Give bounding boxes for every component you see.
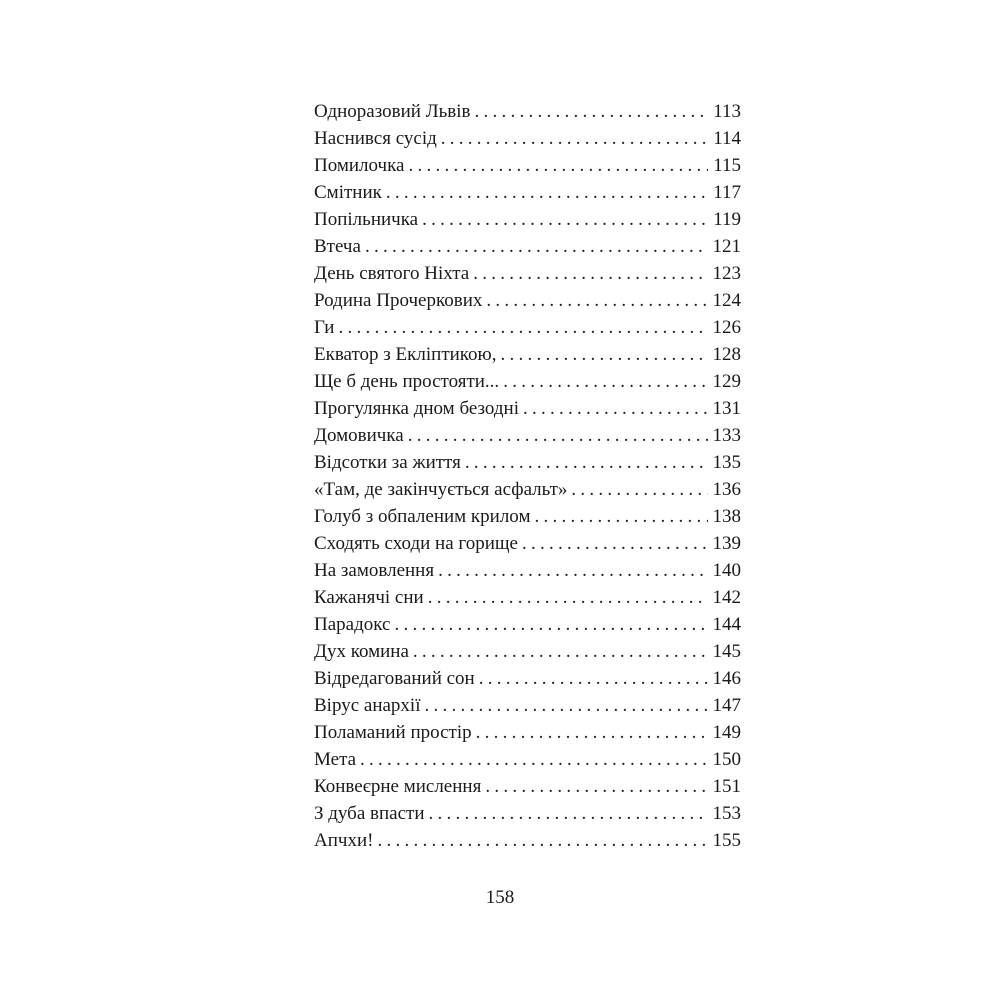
- toc-entry-title: Сходять сходи на горище: [314, 533, 518, 554]
- toc-entry-page: 151: [712, 776, 741, 797]
- dot-leader: [365, 233, 708, 260]
- toc-entry-title: Ще б день простояти...: [314, 371, 500, 392]
- toc-entry: [314, 260, 741, 287]
- dot-leader: [386, 179, 708, 206]
- toc-entry-title: Дух комина: [314, 641, 409, 662]
- toc-entry-title: Поламаний простір: [314, 722, 472, 743]
- toc-entry-title: З дуба впасти: [314, 803, 425, 824]
- toc-entry: [314, 584, 741, 611]
- toc-entry-title: Помилочка: [314, 155, 405, 176]
- toc-entry: [314, 719, 741, 746]
- toc-entry-title: Конвеєрне мислення: [314, 776, 482, 797]
- toc-entry-page: 121: [712, 236, 741, 257]
- toc-entry: [314, 692, 741, 719]
- toc-entry-page: 114: [713, 128, 741, 149]
- dot-leader: [523, 395, 708, 422]
- toc-entry: [314, 368, 741, 395]
- toc-entry-title: Прогулянка дном безодні: [314, 398, 519, 419]
- toc-entry-page: 135: [712, 452, 741, 473]
- dot-leader: [501, 341, 708, 368]
- toc-entry-title: День святого Ніхта: [314, 263, 470, 284]
- dot-leader: [360, 746, 707, 773]
- toc-entry-page: 128: [712, 344, 741, 365]
- dot-leader: [534, 503, 707, 530]
- toc-entry-title: Ги: [314, 317, 335, 338]
- toc-entry-title: Голуб з обпаленим крилом: [314, 506, 531, 527]
- dot-leader: [486, 287, 707, 314]
- dot-leader: [522, 530, 708, 557]
- toc-entry: [314, 98, 741, 125]
- toc-entry-page: 140: [712, 560, 741, 581]
- toc-entry-title: Апчхи!: [314, 830, 374, 851]
- toc-entry-page: 153: [712, 803, 741, 824]
- toc-entry-page: 115: [713, 155, 741, 176]
- toc-entry-title: Кажанячі сни: [314, 587, 424, 608]
- toc-entry-page: 126: [712, 317, 741, 338]
- toc-entry: [314, 530, 741, 557]
- toc-entry: [314, 638, 741, 665]
- toc-entry-page: 139: [712, 533, 741, 554]
- toc-entry-page: 138: [712, 506, 741, 527]
- toc-entry-title: Відредагований сон: [314, 668, 475, 689]
- toc-entry-page: 145: [712, 641, 741, 662]
- toc-entry-page: 117: [713, 182, 741, 203]
- dot-leader: [424, 692, 707, 719]
- toc-entry: [314, 827, 741, 854]
- toc-entry-title: Втеча: [314, 236, 361, 257]
- dot-leader: [474, 98, 708, 125]
- toc-entry-page: 113: [713, 101, 741, 122]
- toc-entry: [314, 287, 741, 314]
- toc-entry: [314, 665, 741, 692]
- toc-entry-title: Вірус анархії: [314, 695, 421, 716]
- toc-entry: [314, 341, 741, 368]
- toc-entry-title: Відсотки за життя: [314, 452, 461, 473]
- toc-entry: [314, 314, 741, 341]
- dot-leader: [408, 152, 708, 179]
- toc-entry-page: 124: [712, 290, 741, 311]
- dot-leader: [413, 638, 708, 665]
- toc-entry: [314, 476, 741, 503]
- dot-leader: [473, 260, 707, 287]
- toc-entry-page: 146: [712, 668, 741, 689]
- toc-entry-page: 119: [713, 209, 741, 230]
- dot-leader: [338, 314, 707, 341]
- toc-entry-page: 123: [712, 263, 741, 284]
- toc-entry-page: 133: [712, 425, 741, 446]
- toc-entry-page: 155: [712, 830, 741, 851]
- toc-entry: [314, 152, 741, 179]
- dot-leader: [422, 206, 708, 233]
- toc-entry-page: 149: [712, 722, 741, 743]
- toc-entry-title: На замовлення: [314, 560, 435, 581]
- toc-entry-title: Домовичка: [314, 425, 404, 446]
- dot-leader: [394, 611, 707, 638]
- dot-leader: [441, 125, 708, 152]
- dot-leader: [377, 827, 707, 854]
- toc-entry-title: Родина Прочеркових: [314, 290, 483, 311]
- toc-entry-page: 144: [712, 614, 741, 635]
- toc-entry-title: Смітник: [314, 182, 382, 203]
- page-number: 158: [485, 887, 515, 908]
- toc-entry-page: 131: [712, 398, 741, 419]
- dot-leader: [408, 422, 708, 449]
- toc-entry-title: Мета: [314, 749, 357, 770]
- dot-leader: [503, 368, 707, 395]
- toc-entry-title: Екватор з Екліптикою,: [314, 344, 497, 365]
- toc-entry-title: Парадокс: [314, 614, 391, 635]
- toc-entry: [314, 449, 741, 476]
- toc-entry-title: Одноразовий Львів: [314, 101, 471, 122]
- toc-entry-page: 136: [712, 479, 741, 500]
- toc-entry-page: 129: [712, 371, 741, 392]
- toc-entry-title: Наснився сусід: [314, 128, 437, 149]
- dot-leader: [485, 773, 707, 800]
- toc-entry-page: 150: [712, 749, 741, 770]
- dot-leader: [476, 719, 708, 746]
- dot-leader: [465, 449, 708, 476]
- toc-entry: [314, 557, 741, 584]
- toc-entry-title: Попільничка: [314, 209, 419, 230]
- dot-leader: [479, 665, 708, 692]
- dot-leader: [429, 800, 708, 827]
- toc-entry: [314, 611, 741, 638]
- toc-entry-page: 147: [712, 695, 741, 716]
- toc-entry: [314, 746, 741, 773]
- toc-entry: [314, 179, 741, 206]
- toc-entry: [314, 233, 741, 260]
- toc-entry: [314, 503, 741, 530]
- dot-leader: [571, 476, 707, 503]
- toc-entry: [314, 395, 741, 422]
- dot-leader: [428, 584, 708, 611]
- toc-entry: [314, 773, 741, 800]
- toc-entry: [314, 800, 741, 827]
- toc-entry: [314, 422, 741, 449]
- toc-entry: [314, 125, 741, 152]
- toc-entry: [314, 206, 741, 233]
- toc-entry-page: 142: [712, 587, 741, 608]
- toc-entry-title: «Там, де закінчується асфальт»: [314, 479, 568, 500]
- table-of-contents: [314, 98, 741, 854]
- dot-leader: [438, 557, 707, 584]
